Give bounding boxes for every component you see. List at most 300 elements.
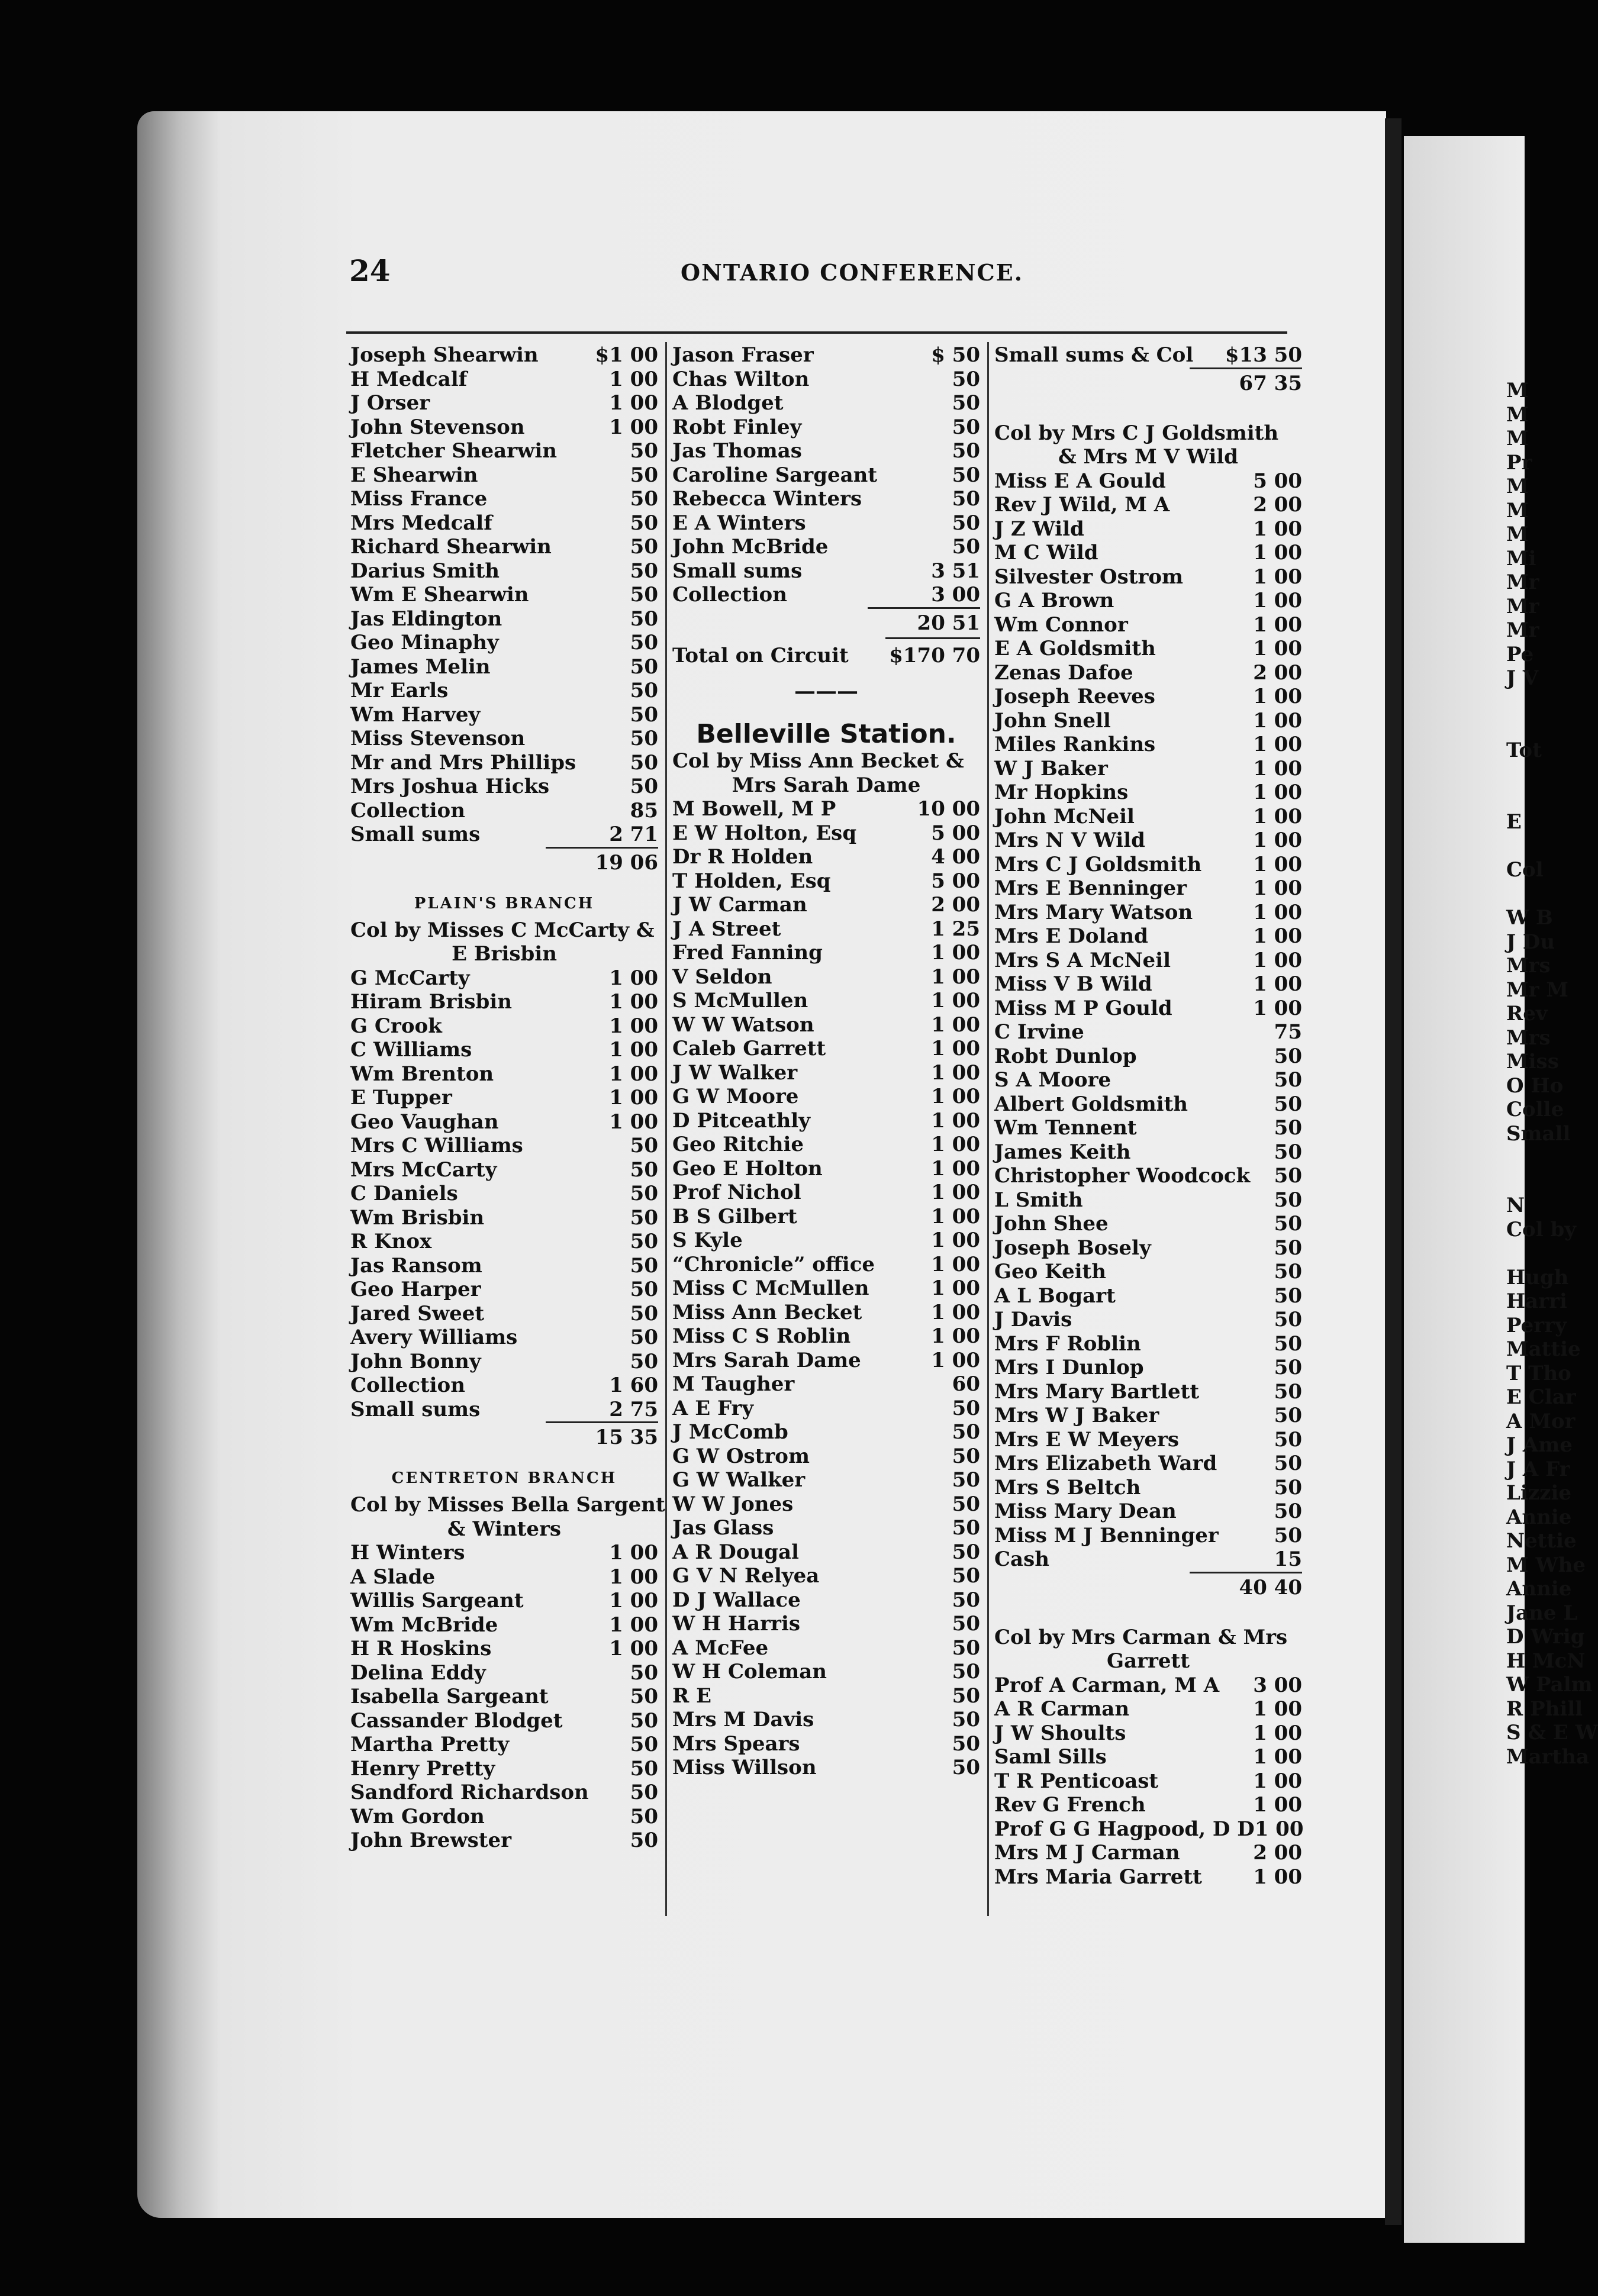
subscriber-amount: 1 00 [609, 990, 658, 1014]
subscriber-name: Chas Wilton [672, 367, 810, 391]
next-page-fragment: J Ame [1506, 1433, 1573, 1457]
list-item [672, 463, 980, 488]
subscriber-amount: 1 00 [1253, 781, 1302, 804]
subscriber-name: Collection [350, 1373, 465, 1397]
list-item [994, 876, 1302, 901]
subscriber-name: John Bonny [350, 1349, 481, 1373]
subscriber-amount: 1 00 [931, 1228, 980, 1252]
subscriber-amount: 1 00 [1253, 1769, 1302, 1793]
next-page-fragment: H McN [1506, 1649, 1586, 1673]
list-item [350, 583, 658, 607]
subscriber-amount: 1 00 [1253, 541, 1302, 565]
subscriber-name: Miss V B Wild [994, 972, 1152, 996]
subscriber-amount: 50 [630, 487, 658, 511]
list-item [994, 805, 1302, 829]
next-page-fragment: E [1506, 810, 1522, 834]
column-1 [350, 343, 665, 1853]
subscriber-amount: 50 [630, 559, 658, 583]
list-item [672, 1540, 980, 1565]
subscriber-amount: 1 00 [1253, 589, 1302, 612]
subtotal: 40 40 [1190, 1572, 1302, 1602]
list-item [672, 1085, 980, 1109]
next-page-fragment: Miss [1506, 1050, 1559, 1073]
page-number: 24 [349, 253, 391, 288]
subscriber-amount: 50 [630, 607, 658, 631]
subscriber-name: D Pitceathly [672, 1108, 810, 1133]
list-item [350, 1326, 658, 1350]
subscriber-name: Mrs Mary Bartlett [994, 1379, 1200, 1404]
next-page-fragment: D Wrig [1506, 1625, 1585, 1649]
next-page-fragment: O Ho [1506, 1073, 1564, 1098]
next-page-fragment: Annie [1506, 1577, 1572, 1601]
subscriber-amount: 50 [952, 1684, 980, 1708]
list-item [350, 559, 658, 583]
list-item [350, 1038, 658, 1062]
list-item [994, 1212, 1302, 1236]
subscriber-amount: 50 [952, 391, 980, 415]
subscriber-name: Rev J Wild, M A [994, 493, 1170, 517]
list-item [350, 1014, 658, 1039]
list-item [350, 823, 658, 847]
subscriber-name: E Shearwin [350, 463, 478, 487]
subscriber-name: Mrs Medcalf [350, 511, 492, 535]
subscriber-amount: 50 [630, 1134, 658, 1157]
list-item [994, 1380, 1302, 1404]
subscriber-amount: 1 00 [931, 1204, 980, 1228]
subscriber-name: Wm McBride [350, 1613, 498, 1637]
next-page-fragment: A Mor [1506, 1409, 1576, 1433]
subscriber-amount: 1 00 [609, 966, 658, 990]
subscriber-amount: 50 [630, 1660, 658, 1685]
next-page-fragment: W Palm [1506, 1673, 1593, 1697]
subscriber-amount: 50 [630, 1829, 658, 1852]
subscriber-name: Small sums [350, 823, 481, 846]
next-page-fragment: Mattie [1506, 1337, 1581, 1361]
subscriber-name: Miss Mary Dean [994, 1500, 1177, 1523]
subscriber-amount: 1 00 [1253, 517, 1302, 541]
subscriber-name: G W Ostrom [672, 1444, 810, 1468]
subscriber-name: Mrs E Doland [994, 924, 1148, 948]
next-page-fragment: R Phill [1506, 1697, 1583, 1721]
subscriber-name: J W Carman [672, 893, 807, 917]
list-item [994, 565, 1302, 589]
list-item [350, 990, 658, 1014]
subscriber-name: Wm E Shearwin [350, 583, 529, 607]
subscriber-amount: 4 00 [931, 845, 980, 869]
subscriber-amount: 1 00 [609, 415, 658, 439]
subscriber-amount: 50 [952, 1708, 980, 1731]
subscriber-amount: 1 00 [1253, 756, 1302, 781]
next-page-fragment: J V [1506, 666, 1539, 690]
subscriber-name: G V N Relyea [672, 1564, 820, 1588]
subscriber-name: J McComb [672, 1420, 788, 1444]
subscriber-amount: 75 [1274, 1020, 1302, 1044]
subscriber-amount: 50 [630, 1301, 658, 1326]
subscriber-name: M Taugher [672, 1372, 795, 1396]
subscriber-amount: $13 50 [1225, 343, 1302, 367]
subscriber-amount: 1 60 [609, 1373, 658, 1397]
list-item [672, 1660, 980, 1684]
list-item [350, 607, 658, 631]
subscriber-name: Prof G G Hagpood, D D [994, 1817, 1255, 1841]
subscriber-name: C Daniels [350, 1182, 458, 1205]
list-item [672, 1397, 980, 1421]
subscriber-name: Mrs Maria Garrett [994, 1865, 1202, 1889]
list-item [672, 917, 980, 941]
subscriber-amount: 50 [630, 1756, 658, 1781]
subscriber-amount: 50 [952, 1492, 980, 1516]
next-page-fragment: Perry [1506, 1313, 1567, 1337]
subscriber-name: Caroline Sargeant [672, 463, 878, 487]
subscriber-amount: 50 [630, 511, 658, 535]
subscriber-name: Mr and Mrs Phillips [350, 750, 576, 775]
subscriber-name: John McBride [672, 535, 829, 559]
list-item [350, 1541, 658, 1565]
subscriber-amount: 50 [952, 1564, 980, 1588]
subscriber-amount: 50 [1274, 1164, 1302, 1188]
subscriber-name: Hiram Brisbin [350, 990, 512, 1014]
list-item [994, 685, 1302, 709]
subscriber-name: Geo E Holton [672, 1156, 823, 1181]
subscriber-name: Sandford Richardson [350, 1781, 589, 1804]
list-item [350, 775, 658, 799]
list-item [994, 1404, 1302, 1428]
subscriber-amount: 1 00 [609, 1110, 658, 1134]
subscriber-list [350, 343, 658, 847]
list-item [672, 439, 980, 463]
subscriber-name: Prof A Carman, M A [994, 1673, 1220, 1697]
subscriber-name: A Blodget [672, 391, 784, 415]
subscriber-amount: 50 [1274, 1308, 1302, 1331]
subtotal: 15 35 [546, 1421, 658, 1452]
list-item [672, 989, 980, 1013]
section-title: CENTRETON BRANCH [391, 1469, 617, 1487]
subscriber-amount: 1 00 [1253, 1745, 1302, 1769]
collector-line: Col by Mrs Carman & Mrs [994, 1625, 1288, 1649]
next-page-fragment: J Du [1506, 930, 1555, 954]
column-2 [672, 343, 980, 1780]
list-item [672, 391, 980, 415]
subscriber-amount: 1 00 [1253, 1793, 1302, 1817]
subscriber-name: J Z Wild [994, 517, 1084, 541]
list-item [350, 1350, 658, 1374]
subscriber-name: Rebecca Winters [672, 487, 862, 511]
subscriber-amount: 50 [630, 1349, 658, 1373]
list-item [994, 1044, 1302, 1069]
subscriber-name: Small sums [350, 1397, 481, 1421]
list-item [350, 1254, 658, 1278]
subscriber-amount: 1 00 [931, 1252, 980, 1276]
subscriber-name: Zenas Dafoe [994, 660, 1133, 685]
list-item [350, 1661, 658, 1685]
subscriber-name: A R Dougal [672, 1540, 799, 1564]
subtotal: 19 06 [546, 847, 658, 877]
subscriber-amount: 1 00 [931, 965, 980, 989]
list-item [994, 1332, 1302, 1356]
subscriber-name: B S Gilbert [672, 1204, 797, 1228]
list-item [994, 853, 1302, 877]
subscriber-amount: 2 75 [609, 1397, 658, 1421]
list-item [672, 487, 980, 511]
subscriber-amount: 50 [630, 1230, 658, 1253]
subscriber-name: Miss M P Gould [994, 996, 1172, 1020]
collector-line: Col by Misses C McCarty & [350, 918, 655, 942]
subscriber-amount: 50 [952, 463, 980, 487]
list-item [672, 535, 980, 559]
list-item [994, 1020, 1302, 1044]
subscriber-name: Small sums [672, 559, 803, 583]
subscriber-amount: 1 00 [1253, 637, 1302, 660]
subscriber-name: L Smith [994, 1188, 1083, 1212]
list-item [994, 493, 1302, 517]
subscriber-amount: 1 00 [931, 941, 980, 965]
subscriber-amount: 50 [630, 1278, 658, 1301]
list-item [350, 966, 658, 991]
subscriber-amount: 50 [952, 1516, 980, 1540]
next-page-fragment: S & E W [1506, 1721, 1598, 1744]
list-item [672, 1013, 980, 1037]
subscriber-name: Miss M J Benninger [994, 1523, 1219, 1547]
list-item [994, 1308, 1302, 1332]
next-page-fragment: Mr M [1506, 978, 1569, 1002]
circuit-total-value: $170 70 [889, 643, 980, 667]
subscriber-name: Wm Tennent [994, 1116, 1137, 1140]
subscriber-name: Mrs Joshua Hicks [350, 775, 550, 798]
page-gutter [1385, 118, 1402, 2225]
section-dash: ——— [794, 679, 858, 704]
section-title: PLAIN'S BRANCH [414, 894, 595, 912]
list-item [672, 1444, 980, 1469]
subscriber-name: Caleb Garrett [672, 1037, 826, 1060]
subscriber-name: Robt Dunlop [994, 1044, 1137, 1068]
list-item [350, 1110, 658, 1134]
list-item [350, 1589, 658, 1613]
subtotal: 20 51 [868, 607, 980, 637]
subscriber-amount: 1 00 [1253, 733, 1302, 756]
subscriber-amount: 1 25 [931, 917, 980, 941]
subscriber-name: Geo Harper [350, 1278, 481, 1301]
next-page-fragment: Annie [1506, 1505, 1572, 1529]
collector-line: E Brisbin [452, 942, 557, 966]
subscriber-name: Christopher Woodcock [994, 1164, 1251, 1188]
list-item [994, 1476, 1302, 1500]
subscriber-amount: 1 00 [1253, 565, 1302, 589]
subscriber-amount: 1 00 [931, 989, 980, 1012]
list-item [350, 631, 658, 655]
list-item [994, 1841, 1302, 1865]
next-page-fragment: Martha [1506, 1744, 1590, 1769]
subscriber-name: Mrs F Roblin [994, 1331, 1141, 1356]
subscriber-amount: 50 [952, 1660, 980, 1684]
subscriber-list [994, 1673, 1302, 1889]
subscriber-name: Mrs M J Carman [994, 1841, 1180, 1865]
list-item [994, 1817, 1302, 1842]
subscriber-amount: 2 00 [1253, 493, 1302, 517]
list-item [994, 1745, 1302, 1769]
subscriber-amount: 1 00 [609, 1565, 658, 1589]
list-item [672, 845, 980, 869]
subscriber-amount: 50 [630, 702, 658, 727]
list-item [350, 1709, 658, 1733]
subscriber-name: Miles Rankins [994, 733, 1156, 756]
list-item [994, 949, 1302, 973]
subscriber-name: Darius Smith [350, 559, 500, 583]
list-item [994, 1673, 1302, 1698]
list-item [672, 1109, 980, 1133]
subscriber-name: Henry Pretty [350, 1756, 495, 1781]
list-item [994, 1140, 1302, 1165]
subscriber-name: Jas Glass [672, 1516, 774, 1540]
list-item [350, 1829, 658, 1853]
list-item [672, 1228, 980, 1253]
list-item [350, 343, 658, 367]
subscriber-amount: 50 [952, 1731, 980, 1756]
subscriber-name: Richard Shearwin [350, 535, 552, 559]
subscriber-name: Robt Finley [672, 415, 802, 439]
subscriber-name: Geo Vaughan [350, 1110, 499, 1134]
list-item [350, 439, 658, 463]
header-rule [346, 331, 1287, 334]
subscriber-name: Geo Minaphy [350, 631, 499, 654]
list-item [350, 487, 658, 511]
list-item [672, 1301, 980, 1325]
next-page-fragment: Colle [1506, 1098, 1564, 1121]
subscriber-amount: 50 [1274, 1379, 1302, 1404]
subscriber-name: R E [672, 1684, 712, 1708]
subscriber-name: R Knox [350, 1230, 432, 1253]
next-page-fragment: Mr [1506, 594, 1539, 618]
subscriber-amount: 50 [630, 631, 658, 654]
list-item [350, 1302, 658, 1326]
subscriber-amount: 1 00 [931, 1276, 980, 1300]
next-page-fragment: E Clar [1506, 1385, 1576, 1409]
list-item [672, 1037, 980, 1061]
next-page-fragment: Mr [1506, 618, 1539, 642]
subscriber-amount: 50 [952, 1756, 980, 1779]
subscriber-name: A E Fry [672, 1396, 754, 1420]
subscriber-name: M Bowell, M P [672, 797, 836, 821]
list-item [672, 1061, 980, 1085]
subscriber-amount: 2 00 [931, 893, 980, 917]
subscriber-name: G McCarty [350, 966, 470, 990]
list-item [994, 1547, 1302, 1572]
subscriber-amount: 50 [1274, 1452, 1302, 1475]
subscriber-amount: 1 00 [1253, 972, 1302, 996]
subscriber-name: John McNeil [994, 804, 1135, 828]
list-item [994, 997, 1302, 1021]
subscriber-name: V Seldon [672, 965, 772, 989]
subscriber-amount: 50 [630, 1253, 658, 1278]
subscriber-amount: 1 00 [1253, 1697, 1302, 1721]
subscriber-name: W J Baker [994, 756, 1108, 781]
next-page-fragment: Harri [1506, 1289, 1567, 1313]
subscriber-name: A Slade [350, 1565, 436, 1589]
next-page-fragment: Small [1506, 1121, 1571, 1146]
subscriber-amount: 50 [630, 679, 658, 702]
next-page-fragment: N [1506, 1194, 1525, 1217]
subscriber-amount: 60 [952, 1372, 980, 1396]
subscriber-amount: 50 [952, 1468, 980, 1492]
subscriber-amount: 50 [1274, 1427, 1302, 1452]
list-item [994, 541, 1302, 565]
collector-line: & Mrs M V Wild [1058, 445, 1238, 469]
subscriber-name: J W Walker [672, 1060, 798, 1085]
subscriber-name: Albert Goldsmith [994, 1092, 1188, 1116]
list-item [350, 463, 658, 488]
list-item [672, 1349, 980, 1373]
subscriber-amount: 50 [630, 1733, 658, 1756]
subscriber-amount: 50 [630, 727, 658, 750]
list-item [994, 517, 1302, 541]
subscriber-amount: 1 00 [1253, 1865, 1302, 1889]
subscriber-amount: 50 [630, 583, 658, 607]
subscriber-name: Rev G French [994, 1793, 1146, 1817]
subscriber-name: Mrs W J Baker [994, 1404, 1159, 1427]
subscriber-name: Miss Willson [672, 1756, 817, 1779]
list-item [994, 1500, 1302, 1524]
list-item [350, 1206, 658, 1230]
list-item [672, 1157, 980, 1181]
subscriber-amount: 1 00 [1253, 900, 1302, 924]
subscriber-name: S Kyle [672, 1228, 743, 1252]
subtotal: 67 35 [1190, 367, 1302, 398]
subscriber-name: Mrs S Beltch [994, 1475, 1141, 1500]
subscriber-name: Dr R Holden [672, 845, 813, 869]
subscriber-amount: 50 [1274, 1523, 1302, 1547]
subscriber-amount: 50 [630, 463, 658, 487]
subscriber-amount: 1 00 [931, 1108, 980, 1133]
subscriber-amount: 1 00 [1253, 612, 1302, 637]
subscriber-amount: $ 50 [931, 343, 980, 367]
next-page-fragment: Pr [1506, 450, 1532, 475]
subscriber-name: Miss France [350, 487, 488, 511]
subscriber-name: Martha Pretty [350, 1733, 510, 1756]
subscriber-name: Mrs E Benninger [994, 876, 1187, 900]
next-page-fragment: Col by [1506, 1217, 1577, 1241]
subscriber-amount: 5 00 [1253, 469, 1302, 493]
subscriber-name: John Stevenson [350, 415, 525, 439]
next-page-fragment: Hugh [1506, 1265, 1569, 1289]
next-page-fragment: Mi [1506, 546, 1536, 570]
subscriber-name: Joseph Shearwin [350, 343, 539, 367]
subscriber-list [350, 1541, 658, 1853]
subscriber-name: Mrs N V Wild [994, 828, 1145, 852]
subscriber-amount: 50 [952, 1636, 980, 1660]
subscriber-name: W W Jones [672, 1492, 794, 1516]
subscriber-amount: 1 00 [609, 1613, 658, 1637]
list-item [350, 367, 658, 392]
subscriber-amount: 50 [1274, 1236, 1302, 1260]
subscriber-name: A McFee [672, 1636, 769, 1660]
list-item [350, 1733, 658, 1757]
subscriber-name: James Keith [994, 1140, 1131, 1164]
subscriber-amount: 50 [630, 439, 658, 463]
subscriber-name: James Melin [350, 654, 491, 679]
subscriber-amount: 1 00 [1253, 708, 1302, 733]
subscriber-name: A R Carman [994, 1697, 1130, 1721]
subscriber-name: Jason Fraser [672, 343, 814, 367]
station-title: Belleville Station. [696, 719, 956, 749]
list-item [672, 1636, 980, 1660]
list-item [994, 709, 1302, 733]
subscriber-amount: 50 [952, 487, 980, 511]
list-item [672, 1492, 980, 1517]
subscriber-amount: 1 00 [609, 1086, 658, 1110]
list-item [350, 415, 658, 440]
list-item [350, 1134, 658, 1158]
list-item [350, 1685, 658, 1709]
subscriber-name: Wm Harvey [350, 702, 481, 727]
